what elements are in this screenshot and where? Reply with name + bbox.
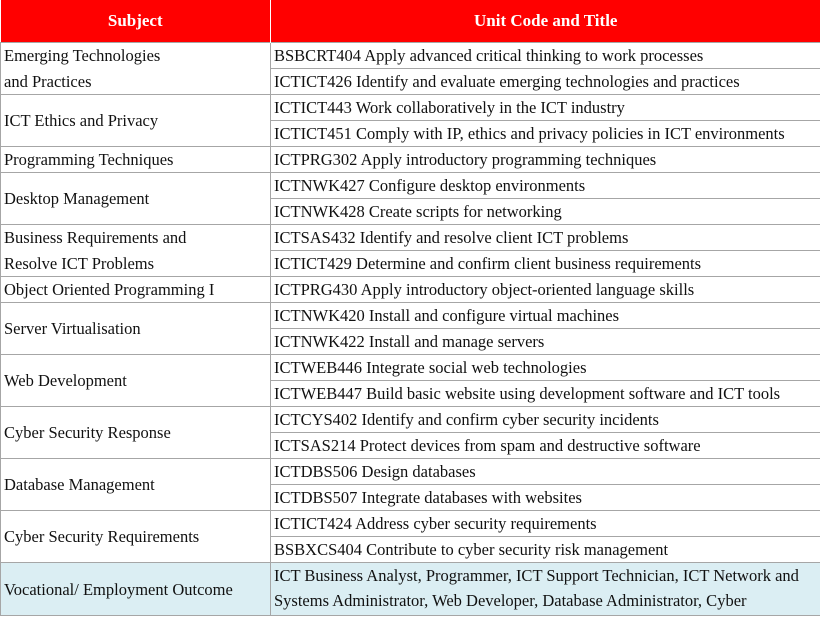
unit-cell: ICTDBS506 Design databases <box>271 459 820 485</box>
subject-cell: Programming Techniques <box>1 147 271 173</box>
outcome-row <box>1 563 820 616</box>
unit-cell: ICTICT426 Identify and evaluate emerging technologies and practices <box>271 69 820 95</box>
header-unit: Unit Code and Title <box>271 0 820 43</box>
outcome-line: Systems Administrator, Web Developer, Database Administrator, Cyber <box>274 591 747 610</box>
table-row <box>1 407 820 433</box>
outcome-line: ICT Business Analyst, Programmer, ICT Support Technician, ICT Network and <box>274 566 799 585</box>
unit-cell: ICTSAS214 Protect devices from spam and destructive software <box>271 433 820 459</box>
unit-cell: ICTICT424 Address cyber security requirements <box>271 511 820 537</box>
table-row <box>1 147 820 173</box>
subject-cell: Object Oriented Programming I <box>1 277 271 303</box>
header-subject: Subject <box>1 0 271 43</box>
subject-cell: Resolve ICT Problems <box>1 251 271 277</box>
unit-cell: ICTPRG302 Apply introductory programming techniques <box>271 147 820 173</box>
subject-cell: Database Management <box>1 459 271 511</box>
unit-cell: ICTNWK422 Install and manage servers <box>271 329 820 355</box>
unit-cell: ICTDBS507 Integrate databases with websites <box>271 485 820 511</box>
unit-cell: ICTNWK420 Install and configure virtual machines <box>271 303 820 329</box>
unit-cell: ICTSAS432 Identify and resolve client ICT problems <box>271 225 820 251</box>
subject-cell: Business Requirements and <box>1 225 271 251</box>
unit-cell: BSBCRT404 Apply advanced critical thinking to work processes <box>271 43 820 69</box>
unit-cell: BSBXCS404 Contribute to cyber security risk management <box>271 537 820 563</box>
unit-cell: ICTNWK427 Configure desktop environments <box>271 173 820 199</box>
subject-cell: Web Development <box>1 355 271 407</box>
table-row <box>1 355 820 381</box>
unit-cell: ICTCYS402 Identify and confirm cyber security incidents <box>271 407 820 433</box>
table-row <box>1 251 820 277</box>
table-row <box>1 69 820 95</box>
subject-cell: and Practices <box>1 69 271 95</box>
table-row <box>1 303 820 329</box>
unit-cell: ICTNWK428 Create scripts for networking <box>271 199 820 225</box>
outcome-subject-cell: Vocational/ Employment Outcome <box>1 563 271 616</box>
table-row <box>1 511 820 537</box>
unit-cell: ICTWEB446 Integrate social web technologies <box>271 355 820 381</box>
table-row <box>1 95 820 121</box>
outcome-text-cell <box>271 563 820 616</box>
unit-cell: ICTICT443 Work collaboratively in the ICT industry <box>271 95 820 121</box>
subject-cell: Cyber Security Response <box>1 407 271 459</box>
unit-cell: ICTICT451 Comply with IP, ethics and privacy policies in ICT environments <box>271 121 820 147</box>
unit-cell: ICTICT429 Determine and confirm client business requirements <box>271 251 820 277</box>
table-row <box>1 225 820 251</box>
table-row <box>1 173 820 199</box>
subject-cell: ICT Ethics and Privacy <box>1 95 271 147</box>
subject-cell: Desktop Management <box>1 173 271 225</box>
table-row <box>1 277 820 303</box>
table-row <box>1 459 820 485</box>
subject-cell: Cyber Security Requirements <box>1 511 271 563</box>
unit-cell: ICTWEB447 Build basic website using development software and ICT tools <box>271 381 820 407</box>
subject-cell: Emerging Technologies <box>1 43 271 69</box>
unit-cell: ICTPRG430 Apply introductory object-oriented language skills <box>271 277 820 303</box>
subject-cell: Server Virtualisation <box>1 303 271 355</box>
table-row <box>1 43 820 69</box>
header-row <box>1 0 820 43</box>
